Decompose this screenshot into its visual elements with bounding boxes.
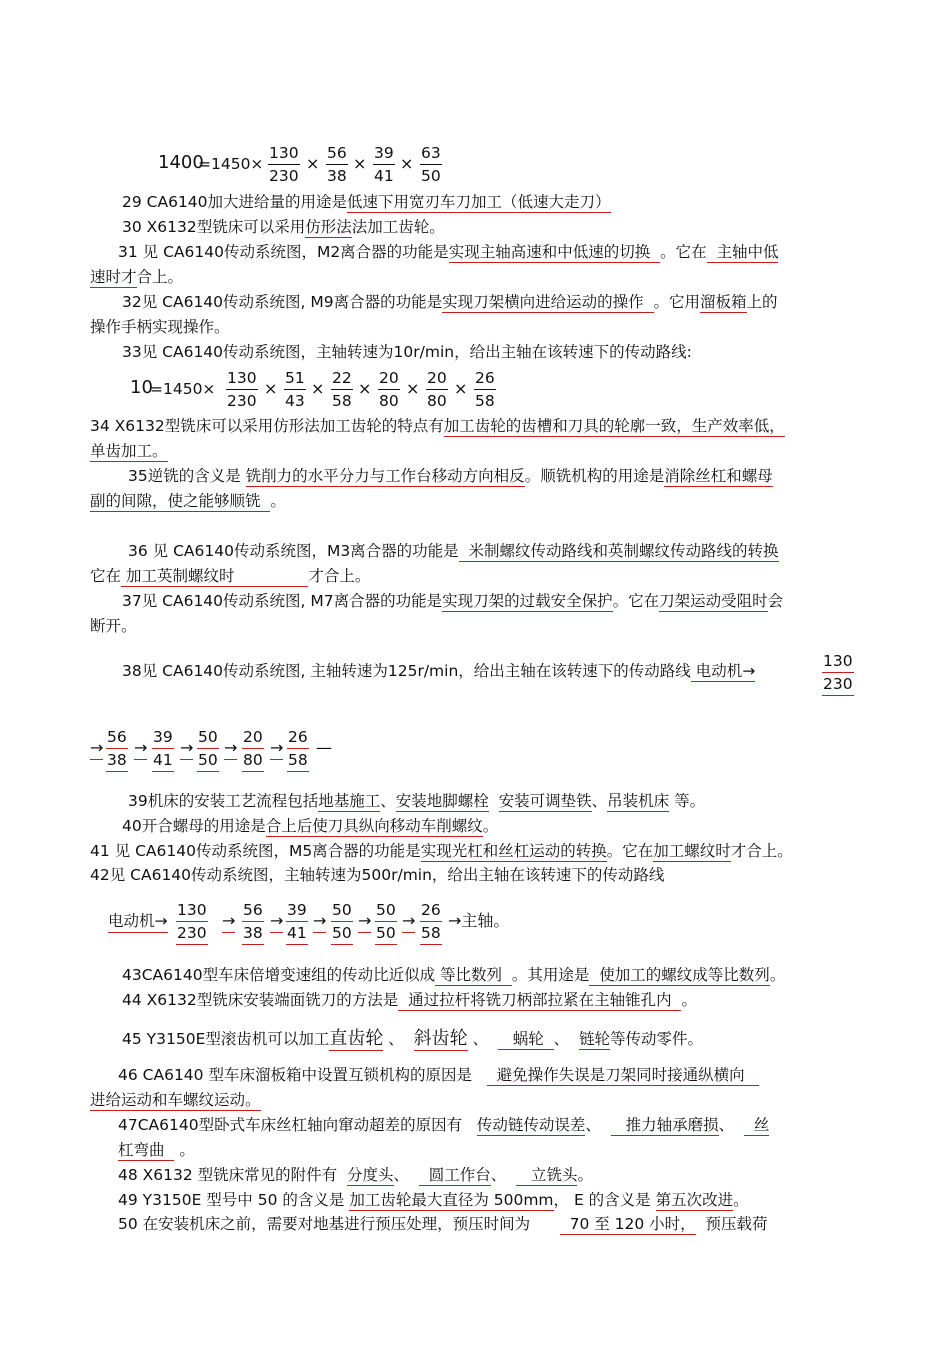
q32-line-1: 32见 CA6140传动系统图, M9离合器的功能是实现刀架横向进给运动的操作 。它用溜板箱上的 xyxy=(122,293,778,311)
q35-line-2: 副的间隙，使之能够顺铣 。 xyxy=(90,492,286,510)
formula1-frac-1: 130 230 xyxy=(269,144,299,185)
formula1-frac-3: 39 41 xyxy=(374,144,394,185)
arrow: → xyxy=(134,738,147,760)
q36-line-2: 它在 加工英制螺纹时 才合上。 xyxy=(90,567,371,585)
formula1-eq: =1450× xyxy=(198,155,264,173)
q38-frac-4: 20 80 xyxy=(242,726,264,772)
q42-frac-3: 39 41 xyxy=(286,899,308,945)
times-sign: × xyxy=(264,379,278,398)
q38-tail: — xyxy=(316,738,332,757)
q31-line-2: 速时才合上。 xyxy=(90,268,184,286)
arrow: → xyxy=(180,738,193,760)
arrow: → xyxy=(90,738,103,760)
q32-line-2: 操作手柄实现操作。 xyxy=(90,318,230,336)
q37-line-1: 37见 CA6140传动系统图, M7离合器的功能是实现刀架的过载安全保护。它在刀架运动受阻时会 xyxy=(122,592,784,610)
q34-line-2: 单齿加工。 xyxy=(90,442,168,460)
q34-line-1: 34 X6132型铣床可以采用仿形法加工齿轮的特点有加工齿轮的齿槽和刀具的轮廓一致，生产效率低， xyxy=(90,417,785,435)
q47-line-1: 47CA6140型卧式车床丝杠轴向窜动超差的原因有 传动链传动误差、 推力轴承磨损、 丝 xyxy=(118,1116,770,1134)
q48-line: 48 X6132 型铣床常见的附件有 分度头、 圆工作台、 立铣头。 xyxy=(118,1166,593,1184)
q38-frac-5: 26 58 xyxy=(287,726,309,772)
formula2-frac-1: 130 230 xyxy=(227,369,257,410)
formula1-lead: 1400 xyxy=(158,152,204,173)
times-sign: × xyxy=(400,154,414,173)
times-sign: × xyxy=(311,379,325,398)
q38-frac-2: 39 41 xyxy=(152,726,174,772)
arrow: → xyxy=(222,911,235,933)
q35-line-1: 35逆铣的含义是 铣削力的水平分力与工作台移动方向相反。顺铣机构的用途是消除丝杠和螺母 xyxy=(128,467,773,485)
q50-line: 50 在安装机床之前，需要对地基进行预压处理，预压时间为 70 至 120 小时， 预压载荷 xyxy=(118,1215,768,1233)
times-sign: × xyxy=(353,154,367,173)
q40-line: 40开合螺母的用途是合上后使刀具纵向移动车削螺纹。 xyxy=(122,817,499,835)
q47-line-2: 杠弯曲 。 xyxy=(118,1141,195,1159)
times-sign: × xyxy=(358,379,372,398)
q38-frac-0: 130 230 xyxy=(822,650,854,696)
q42-frac-5: 50 50 xyxy=(375,899,397,945)
q31-line-1: 31 见 CA6140传动系统图，M2离合器的功能是实现主轴高速和中低速的切换 。它在 主轴中低 xyxy=(118,243,779,261)
q49-line: 49 Y3150E 型号中 50 的含义是 加工齿轮最大直径为 500mm， E 的含义是 第五次改进。 xyxy=(118,1191,749,1209)
formula2-eq: =1450× xyxy=(150,380,216,398)
formula2-lead: 10 xyxy=(130,377,153,398)
q42-frac-4: 50 50 xyxy=(331,899,353,945)
q36-line-1: 36 见 CA6140传动系统图，M3离合器的功能是 米制螺纹传动路线和英制螺纹传动路线的转换 xyxy=(128,542,779,560)
q37-line-2: 断开。 xyxy=(90,617,137,635)
formula1-frac-4: 63 50 xyxy=(421,144,441,185)
formula2-frac-6: 26 58 xyxy=(475,369,495,410)
q33-line: 33见 CA6140传动系统图，主轴转速为10r/min，给出主轴在该转速下的传动路线: xyxy=(122,343,692,361)
arrow: → xyxy=(358,911,371,933)
q43-line: 43CA6140型车床倍增变速组的传动比近似成 等比数列 。其用途是 使加工的螺纹成等比数列。 xyxy=(122,966,786,984)
q42-line: 42见 CA6140传动系统图，主轴转速为500r/min，给出主轴在该转速下的传动路线 xyxy=(90,866,665,884)
q38-line-1: 38见 CA6140传动系统图, 主轴转速为125r/min，给出主轴在该转速下的传动路线 电动机→ xyxy=(122,662,756,680)
q41-line: 41 见 CA6140传动系统图，M5离合器的功能是实现光杠和丝杠运动的转换。它在加工螺纹时才合上。 xyxy=(90,842,793,860)
arrow: → xyxy=(313,911,326,933)
arrow: → xyxy=(270,911,283,933)
q46-line-1: 46 CA6140 型车床溜板箱中设置互锁机构的原因是 避免操作失误是刀架同时接通纵横向 xyxy=(118,1065,759,1085)
q29-line: 29 CA6140加大进给量的用途是低速下用宽刃车刀加工（低速大走刀） xyxy=(122,193,611,211)
q42-frac-2: 56 38 xyxy=(242,899,264,945)
q42-motor: 电动机→ xyxy=(108,911,168,933)
q46-line-2: 进给运动和车螺纹运动。 xyxy=(90,1091,261,1109)
q42-end: →主轴。 xyxy=(448,911,510,930)
formula2-frac-2: 51 43 xyxy=(285,369,305,410)
formula1-frac-2: 56 38 xyxy=(327,144,347,185)
q30-line: 30 X6132型铣床可以采用仿形法法加工齿轮。 xyxy=(122,218,445,236)
q45-line: 45 Y3150E型滚齿机可以加工直齿轮 、 斜齿轮 、 蜗轮 、 链轮等传动零件。 xyxy=(122,1028,704,1049)
formula2-frac-5: 20 80 xyxy=(427,369,447,410)
q42-frac-1: 130 230 xyxy=(176,899,208,945)
formula2-frac-4: 20 80 xyxy=(379,369,399,410)
times-sign: × xyxy=(406,379,420,398)
q39-line: 39机床的安装工艺流程包括地基施工、安装地脚螺栓 安装可调垫铁、吊装机床 等。 xyxy=(128,792,706,810)
times-sign: × xyxy=(306,154,320,173)
q38-frac-3: 50 50 xyxy=(197,726,219,772)
arrow: → xyxy=(224,738,237,760)
arrow: → xyxy=(402,911,415,933)
q44-line: 44 X6132型铣床安装端面铣刀的方法是 通过拉杆将铣刀柄部拉紧在主轴锥孔内 。 xyxy=(122,991,697,1009)
q38-frac-1: 56 38 xyxy=(106,726,128,772)
q42-frac-6: 26 58 xyxy=(420,899,442,945)
times-sign: × xyxy=(454,379,468,398)
arrow: → xyxy=(270,738,283,760)
formula2-frac-3: 22 58 xyxy=(332,369,352,410)
